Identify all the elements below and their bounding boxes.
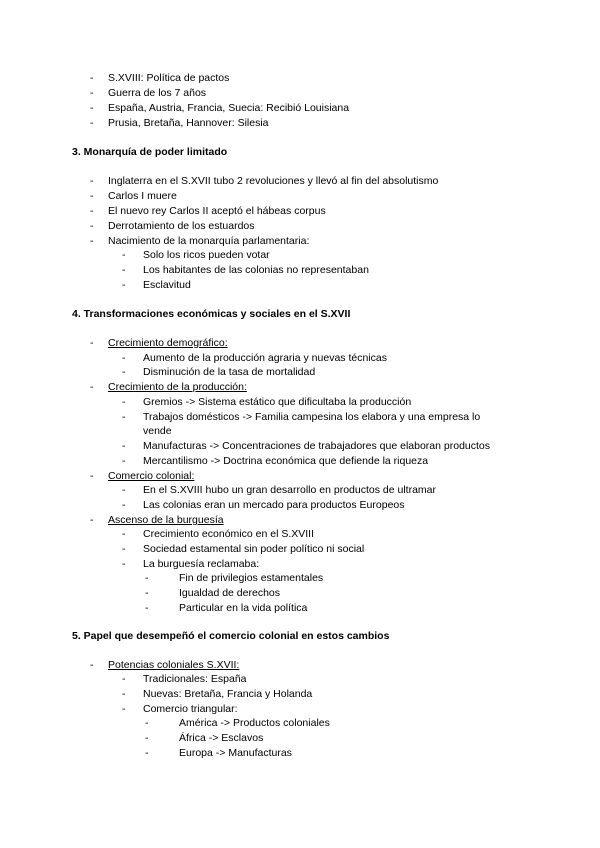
bullet-dash: -	[90, 659, 94, 671]
sub-list-item: Nuevas: Bretaña, Francia y Holanda	[143, 688, 313, 700]
bullet-dash: -	[90, 117, 94, 129]
bullet-dash: -	[122, 484, 126, 496]
bullet-dash: -	[90, 72, 94, 84]
sub-list-item: Crecimiento económico en el S.XVIII	[143, 528, 314, 540]
sub-list-item: Las colonias eran un mercado para productos Europeos	[143, 499, 405, 511]
bullet-dash: -	[90, 102, 94, 114]
bullet-dash: -	[90, 514, 94, 526]
bullet-dash: -	[122, 352, 126, 364]
sub-list-item: Los habitantes de las colonias no representaban	[143, 264, 369, 276]
bullet-dash: -	[122, 249, 126, 261]
section-5-heading: 5. Papel que desempeñó el comercio colonial en estos cambios	[72, 630, 390, 642]
bullet-dash: -	[122, 543, 126, 555]
bullet-dash: -	[90, 470, 94, 482]
bullet-dash: -	[122, 528, 126, 540]
bullet-dash: -	[122, 366, 126, 378]
bullet-dash: -	[90, 220, 94, 232]
bullet-dash: -	[145, 587, 149, 599]
bullet-dash: -	[122, 264, 126, 276]
sub-list-item: En el S.XVIII hubo un gran desarrollo en productos de ultramar	[143, 484, 437, 496]
bullet-dash: -	[90, 337, 94, 349]
sub-list-item: Manufacturas -> Concentraciones de trabajadores que elaboran productos	[143, 440, 491, 452]
bullet-dash: -	[122, 703, 126, 715]
sub-list-item: Aumento de la producción agraria y nuevas técnicas	[143, 352, 387, 364]
bullet-dash: -	[122, 455, 126, 467]
list-item: S.XVIII: Política de pactos	[108, 72, 230, 84]
section-3-heading: 3. Monarquía de poder limitado	[72, 146, 228, 158]
group-label: Ascenso de la burguesía	[108, 514, 224, 526]
list-item: Prusia, Bretaña, Hannover: Silesia	[108, 117, 269, 129]
bullet-dash: -	[145, 602, 149, 614]
bullet-dash: -	[122, 396, 126, 408]
sub-list-item: Comercio triangular:	[143, 703, 238, 715]
list-item: Inglaterra en el S.XVII tubo 2 revoluciones y llevó al fin del absolutismo	[108, 175, 439, 187]
sub-list-item: Mercantilismo -> Doctrina económica que defiende la riqueza	[143, 455, 429, 467]
list-item: Guerra de los 7 años	[108, 87, 207, 99]
bullet-dash: -	[90, 235, 94, 247]
sub-sub-list-item: Igualdad de derechos	[179, 587, 280, 599]
bullet-dash: -	[90, 205, 94, 217]
bullet-dash: -	[145, 572, 149, 584]
sub-list-item: Trabajos domésticos -> Familia campesina los elabora y una empresa lo	[143, 411, 481, 423]
list-item: El nuevo rey Carlos II aceptó el hábeas corpus	[108, 205, 326, 217]
bullet-dash: -	[122, 673, 126, 685]
group-label: Comercio colonial:	[108, 470, 195, 482]
sub-list-item: La burguesía reclamaba:	[143, 558, 260, 570]
sub-list-item: Disminución de la tasa de mortalidad	[143, 366, 316, 378]
bullet-dash: -	[145, 717, 149, 729]
section-4-heading: 4. Transformaciones económicas y sociales en el S.XVII	[72, 308, 351, 320]
sub-list-item: Sociedad estamental sin poder político ni social	[143, 543, 365, 555]
list-item: Derrotamiento de los estuardos	[108, 220, 255, 232]
group-label: Crecimiento demográfico:	[108, 337, 228, 349]
bullet-dash: -	[122, 558, 126, 570]
sub-list-item: Esclavitud	[143, 279, 191, 291]
bullet-dash: -	[90, 87, 94, 99]
bullet-dash: -	[122, 688, 126, 700]
bullet-dash: -	[145, 732, 149, 744]
bullet-dash: -	[122, 279, 126, 291]
sub-sub-list-item: Fin de privilegios estamentales	[179, 572, 324, 584]
sub-sub-list-item: América -> Productos coloniales	[179, 717, 330, 729]
group-label: Crecimiento de la producción:	[108, 381, 247, 393]
sub-sub-list-item: Europa -> Manufacturas	[179, 747, 292, 759]
list-item: Nacimiento de la monarquía parlamentaria:	[108, 235, 310, 247]
bullet-dash: -	[122, 440, 126, 452]
bullet-dash: -	[145, 747, 149, 759]
list-item: Carlos I muere	[108, 190, 177, 202]
sub-list-item: Solo los ricos pueden votar	[143, 249, 270, 261]
bullet-dash: -	[122, 411, 126, 423]
bullet-dash: -	[90, 381, 94, 393]
bullet-dash: -	[122, 499, 126, 511]
list-item: España, Austria, Francia, Suecia: Recibió Louisiana	[108, 102, 350, 114]
bullet-dash: -	[90, 190, 94, 202]
sub-list-item: Tradicionales: España	[143, 673, 247, 685]
sub-list-item: Gremios -> Sistema estático que dificultaba la producción	[143, 396, 412, 408]
sub-list-item-continuation: vende	[143, 425, 172, 437]
group-label: Potencias coloniales S.XVII:	[108, 659, 240, 671]
sub-sub-list-item: Particular en la vida política	[179, 602, 308, 614]
sub-sub-list-item: África -> Esclavos	[179, 732, 264, 744]
bullet-dash: -	[90, 175, 94, 187]
